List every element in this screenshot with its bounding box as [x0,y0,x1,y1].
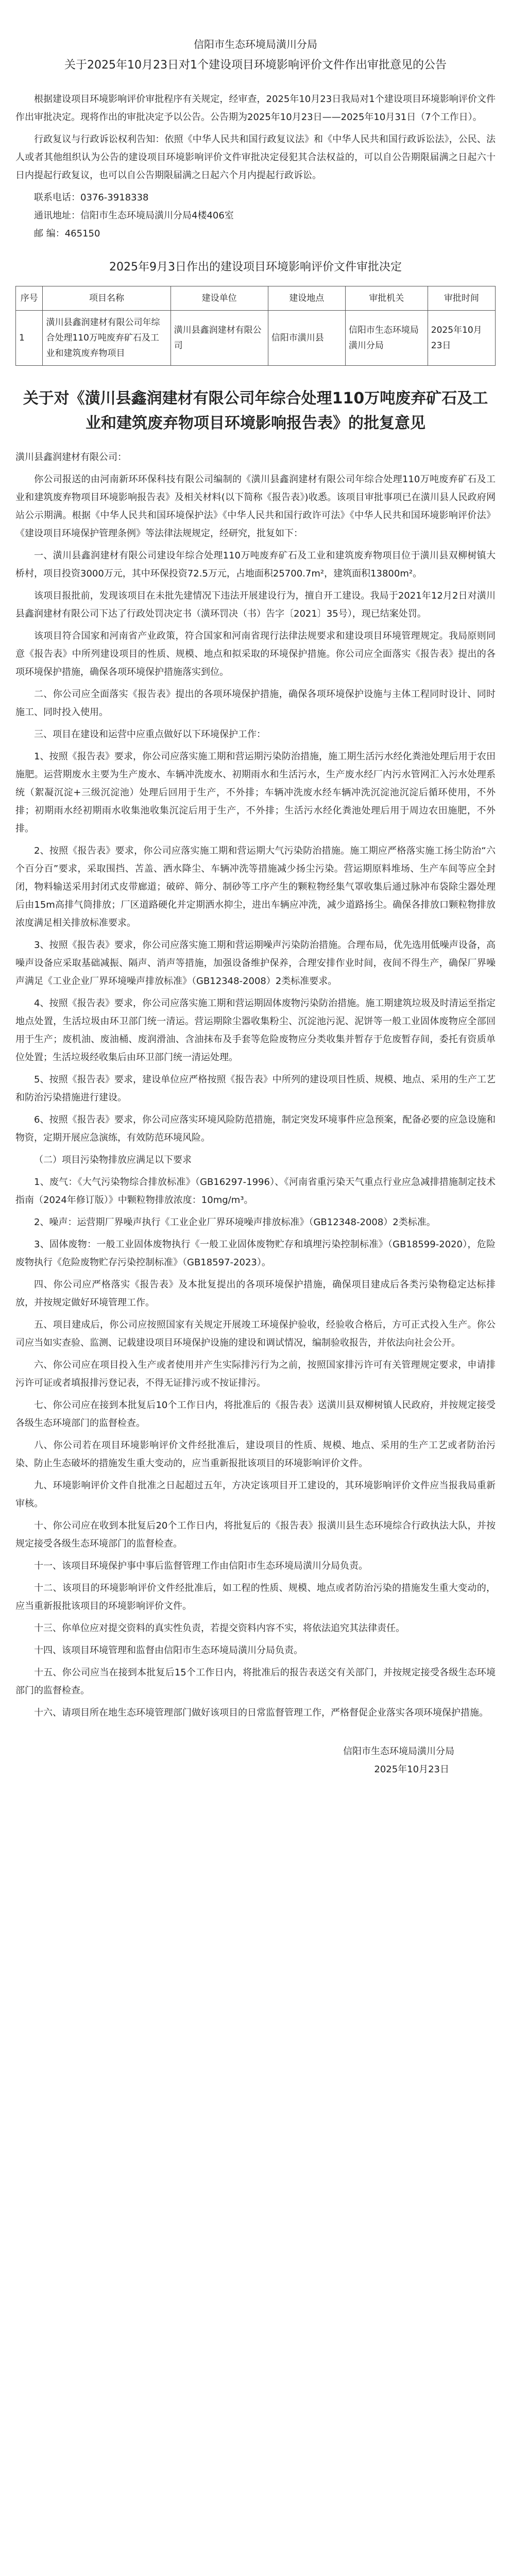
cell-approval-authority: 信阳市生态环境局潢川分局 [345,311,428,366]
intro-paragraph: 根据建设项目环境影响评价审批程序有关规定，经审查，2025年10月23日我局对1个建设项目环境影响评价文件作出审批决定。现将作出的审批决定予以公告。公告期为2025年10月23日——2025年10月31日（7个工作日）。 [15,94,496,123]
header-location: 建设地点 [268,286,345,311]
reply-paragraph: 3、固体废物：一般工业固体废物执行《一般工业固体废物贮存和填埋污染控制标准》（GB18599-2020），危险废物执行《危险废物贮存污染控制标准》（GB18597-2023）。 [15,1239,496,1268]
reply-signature: 信阳市生态环境局潢川分局 [343,1746,454,1757]
reply-paragraph: 二、你公司应全面落实《报告表》提出的各项环境保护措施，确保各项环境保护设施与主体工程同时设计、同时施工、同时投入使用。 [15,689,496,718]
table-title: 2025年9月3日作出的建设项目环境影响评价文件审批决定 [109,261,402,274]
contact-postcode: 邮 编：465150 [34,228,100,239]
reply-paragraph: 1、废气：《大气污染物综合排放标准》（GB16297-1996）、《河南省重污染天气重点行业应急减排措施制定技术指南（2024年修订版）》中颗粒物排放浓度：10mg/m³。 [15,1177,496,1206]
reply-paragraph: 十五、你公司应当在接到本批复后15个工作日内，将批准后的报告表送交有关部门，并按规定接受各级生态环境部门的监督检查。 [15,1667,496,1696]
reply-paragraph: 十四、该项目环境管理和监督由信阳市生态环境局潢川分局负责。 [34,1645,303,1656]
reply-paragraph: 2、噪声：运营期厂界噪声执行《工业企业厂界环境噪声排放标准》（GB12348-2008）2类标准。 [34,1217,436,1228]
header-project-name: 项目名称 [43,286,171,311]
reply-paragraph: 6、按照《报告表》要求，你公司应落实环境风险防范措施，制定突发环境事件应急预案，配备必要的应急设施和物资，定期开展应急演练，有效防范环境风险。 [15,1114,496,1143]
reply-paragraph: 六、你公司应在项目投入生产或者使用并产生实际排污行为之前，按照国家排污许可有关管理规定要求，申请排污许可证或者填报排污登记表，不得无证排污或不按证排污。 [15,1360,496,1388]
reply-paragraph: 1、按照《报告表》要求，你公司应落实施工期和营运期污染防治措施，施工期生活污水经化粪池处理后用于农田施肥。运营期废水主要为生产废水、车辆冲洗废水、初期雨水和生活污水，生产废水经厂内污水管网汇入污水处理系统（絮凝沉淀+三级沉淀池）处理后回用于生产，不外排；车辆冲洗废水经车辆冲洗沉淀池沉淀后循环使用，不外排；初期雨水经初期雨水收集池收集沉淀后用于生产，不外排；生活污水经化粪池处理后用于周边农田施肥，不外排。 [15,751,496,834]
reply-addressee: 潢川县鑫润建材有限公司： [15,452,127,463]
reply-title: 关于对《潢川县鑫润建材有限公司年综合处理110万吨废弃矿石及工业和建筑废弃物项目环境影响报告表》的批复意见 [23,389,488,432]
cell-approval-date: 2025年10月23日 [428,311,495,366]
cell-location: 信阳市潢川县 [268,311,345,366]
reply-paragraph: 五、项目建成后，你公司应按照国家有关规定开展竣工环境保护验收，经验收合格后，方可正式投入生产。你公司应当如实查验、监测、记载建设项目环境保护设施的建设和调试情况，编制验收报告，并依法向社会公开。 [15,1319,496,1348]
reply-paragraph: 十一、该项目环境保护事中事后监督管理工作由信阳市生态环境局潢川分局负责。 [34,1561,368,1571]
reply-paragraph: 十二、该项目的环境影响评价文件经批准后，如工程的性质、规模、地点或者防治污染的措施发生重大变动的，应当重新报批该项目的环境影响评价文件。 [15,1583,496,1612]
reply-paragraph: 十三、你单位应对提交资料的真实性负责，若提交资料内容不实，将依法追究其法律责任。 [34,1623,405,1634]
approval-table [15,286,496,366]
reply-paragraph: 4、按照《报告表》要求，你公司应落实施工期和营运期固体废物污染防治措施。施工期建筑垃圾及时清运至指定地点处置，生活垃圾由环卫部门统一清运。营运期除尘器收集粉尘、沉淀池污泥、泥饼等一般工业固体废物应全部回用于生产；废机油、废油桶、废润滑油、含油抹布及手套等危险废物应分类收集并暂存于危废暂存间，委托有资质单位处置；生活垃圾经收集后由环卫部门统一清运处理。 [15,998,496,1063]
header-no: 序号 [16,286,43,311]
reply-paragraph: 3、按照《报告表》要求，你公司应落实施工期和营运期噪声污染防治措施。合理布局，优先选用低噪声设备，高噪声设备应采取基础减振、隔声、消声等措施，加强设备维护保养，合理安排作业时间，夜间不得生产，确保厂界噪声满足《工业企业厂界环境噪声排放标准》（GB12348-2008）2类标准要求。 [15,940,496,987]
reply-paragraph: 十、你公司应在收到本批复后20个工作日内，将批复后的《报告表》报潢川县生态环境综合行政执法大队，并按规定接受各级生态环境部门的监督检查。 [15,1520,496,1549]
cell-construction-unit: 潢川县鑫润建材有限公司 [171,311,268,366]
reply-paragraph: 5、按照《报告表》要求，建设单位应严格按照《报告表》中所列的建设项目性质、规模、地点、采用的生产工艺和防治污染措施进行建设。 [15,1074,496,1103]
reply-paragraph: 四、你公司应严格落实《报告表》及本批复提出的各项环境保护措施，确保项目建成后各类污染物稳定达标排放，并按规定做好环境管理工作。 [15,1279,496,1308]
header-approval-authority: 审批机关 [345,286,428,311]
reply-paragraph: 2、按照《报告表》要求，你公司应落实施工期和营运期大气污染防治措施。施工期应严格落实施工扬尘防治“六个百分百”要求，采取围挡、苫盖、洒水降尘、车辆冲洗等措施减少扬尘污染。营运期原料堆场、生产车间等应全封闭，物料输送采用封闭式皮带廊道；破碎、筛分、制砂等工序产生的颗粒物经集气罩收集后通过脉冲布袋除尘器处理后由15m高排气筒排放；厂区道路硬化并定期洒水抑尘，进出车辆应冲洗，减少道路扬尘。确保各排放口颗粒物排放浓度满足相关排放标准要求。 [15,845,496,928]
reply-paragraph: 一、潢川县鑫润建材有限公司建设年综合处理110万吨废弃矿石及工业和建筑废弃物项目位于潢川县双柳树镇大桥村，项目投资3000万元，其中环保投资72.5万元，占地面积25700.7m²，建筑面积13800m²。 [15,550,496,579]
notice-title: 关于2025年10月23日对1个建设项目环境影响评价文件作出审批意见的公告 [64,59,447,72]
reply-paragraph: 该项目符合国家和河南省产业政策，符合国家和河南省现行法律法规要求和建设项目环境管理规定。我局原则同意《报告表》中所列建设项目的性质、规模、地点和拟采取的环境保护措施。你公司应全面落实《报告表》提出的各项环境保护措施，确保各项环境保护措施落实到位。 [15,631,496,677]
appeal-rights-paragraph: 行政复议与行政诉讼权利告知：依照《中华人民共和国行政复议法》和《中华人民共和国行政诉讼法》，公民、法人或者其他组织认为公告的建设项目环境影响评价文件审批决定侵犯其合法权益的，可以自公告期限届满之日起六十日内提起行政复议，也可以自公告期限届满之日起六个月内提起行政诉讼。 [15,134,496,181]
reply-paragraph: （二）项目污染物排放应满足以下要求 [34,1155,192,1165]
reply-paragraph: 你公司报送的由河南新环环保科技有限公司编制的《潢川县鑫润建材有限公司年综合处理110万吨废弃矿石及工业和建筑废弃物项目环境影响报告表》及相关材料(以下简称《报告表》)收悉。该项目审批事项已在潢川县人民政府网站公示期满。根据《中华人民共和国环境保护法》《中华人民共和国行政许可法》《中华人民共和国环境影响评价法》《建设项目环境保护管理条例》等法律法规规定，经研究，批复如下： [15,474,496,539]
table-header-row [16,286,496,311]
cell-no: 1 [16,311,43,366]
reply-paragraph: 十六、请项目所在地生态环境管理部门做好该项目的日常监督管理工作，严格督促企业落实各项环境保护措施。 [34,1707,488,1718]
reply-paragraph: 七、你公司应在接到本批复后10个工作日内，将批准后的《报告表》送潢川县双柳树镇人民政府，并按规定接受各级生态环境部门的监督检查。 [15,1400,496,1429]
reply-paragraph: 八、你公司若在项目环境影响评价文件经批准后，建设项目的性质、规模、地点、采用的生产工艺或者防治污染、防止生态破坏的措施发生重大变动的，应当重新报批该项目的环境影响评价文件。 [15,1440,496,1469]
reply-date: 2025年10月23日 [374,1764,449,1775]
reply-paragraph: 三、项目在建设和运营中应重点做好以下环境保护工作： [34,729,266,740]
table-row [16,311,496,366]
reply-paragraph: 九、环境影响评价文件自批准之日起超过五年，方决定该项目开工建设的，其环境影响评价文件应当报我局重新审核。 [15,1480,496,1509]
reply-paragraph: 该项目报批前，发现该项目在未批先建情况下违法开展建设行为，擅自开工建设。我局于2021年12月2日对潢川县鑫润建材有限公司下达了行政处罚决定书（潢环罚决（书）告字〔2021〕35号），现已结案处罚。 [15,590,496,619]
contact-phone: 联系电话：0376-3918338 [34,192,149,203]
cell-project-name: 潢川县鑫润建材有限公司年综合处理110万吨废弃矿石及工业和建筑废弃物项目 [43,311,171,366]
reply-body [15,470,496,1722]
header-construction-unit: 建设单位 [171,286,268,311]
contact-address: 通讯地址：信阳市生态环境局潢川分局4楼406室 [34,210,234,221]
issuing-organization: 信阳市生态环境局潢川分局 [194,38,317,50]
header-approval-date: 审批时间 [428,286,495,311]
